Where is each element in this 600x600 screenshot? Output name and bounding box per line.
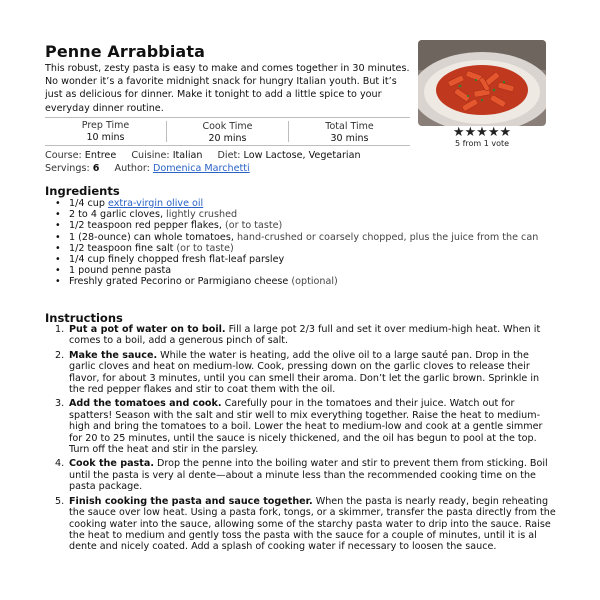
diet-label: Diet: <box>217 150 241 161</box>
cook-time-label: Cook Time <box>202 121 253 132</box>
total-time-label: Total Time <box>325 121 374 132</box>
ingredient-item: • 2 to 4 garlic cloves, lightly crushed <box>55 209 555 220</box>
ingredient-item: • Freshly grated Pecorino or Parmigiano cheese (optional) <box>55 276 555 287</box>
ingredient-item: • 1/2 teaspoon red pepper flakes, (or to taste) <box>55 220 555 231</box>
servings-label: Servings: <box>45 162 90 174</box>
cook-time <box>166 121 288 142</box>
instruction-step: 4. Cook the pasta. Drop the penne into the boiling water and stir to prevent them from sticking. Boil until the pasta is very al dente—about a minute less than the recommended cooking time on the pasta package. <box>55 458 548 493</box>
meta-line-1 <box>45 150 425 163</box>
ingredient-item: • 1/4 cup finely chopped fresh flat-leaf parsley <box>55 254 555 265</box>
cuisine-value: Italian <box>172 150 203 161</box>
star-rating-icon[interactable]: ★★★★★ <box>452 125 512 140</box>
pasta-photo-image <box>418 40 546 126</box>
ingredients-heading: Ingredients <box>45 184 120 198</box>
vote-count: 5 from 1 vote <box>454 139 510 148</box>
author-label: Author: <box>114 162 150 174</box>
instruction-step: 5. Finish cooking the pasta and sauce together. When the pasta is nearly ready, begin reheating the sauce over low heat. Using a pasta fork, tongs, or a skimmer, transfer the pasta directly from the cooking water into the sauce, allowing some of the starchy pasta water to drip into the sauce. Raise the heat to medium and gently toss the pasta with the sauce for a couple of minutes, until it is al dente and nicely coated. Add a splash of cooking water if necessary to loosen the sauce. <box>55 495 556 553</box>
ingredient-item: • 1/4 cup extra-virgin olive oil <box>55 198 555 209</box>
total-time <box>288 121 410 142</box>
course-value: Entree <box>84 150 117 161</box>
total-time-value: 30 mins <box>330 133 369 144</box>
cuisine-label: Cuisine: <box>131 150 170 161</box>
instructions-heading: Instructions <box>45 311 123 325</box>
cook-time-value: 20 mins <box>208 133 247 144</box>
author-link[interactable]: Domenica Marchetti <box>152 162 250 174</box>
instruction-step: 1. Put a pot of water on to boil. Fill a large pot 2/3 full and set it over medium-high heat. When it comes to a boil, add a generous pinch of salt. <box>55 324 541 347</box>
time-summary <box>45 117 410 146</box>
meta-line-2 <box>45 163 425 176</box>
rating-block <box>418 126 546 148</box>
instruction-step: 2. Make the sauce. While the water is heating, add the olive oil to a large sauté pan. Drop in the garlic cloves and heat on medium-low. Cook, pressing down on the garlic cloves to release their flavor, for about 3 minutes, until you can smell their aroma. Don’t let the garlic brown. Sprinkle in the red pepper flakes and stir to coat them with the oil. <box>55 349 540 396</box>
instruction-step: 3. Add the tomatoes and cook. Carefully pour in the tomatoes and their juice. Watch out for spatters! Season with the salt and stir well to mix everything together. Raise the heat to medium-high and bring the tomatoes to a boil. Lower the heat to medium-low and cook at a gentle simmer for 20 to 25 minutes, until the sauce is nicely thickened, and the oil has begun to pool at the top. Turn off the heat and stir in the parsley. <box>55 398 543 456</box>
course-label: Course: <box>45 150 82 161</box>
instructions-list <box>45 324 557 556</box>
ingredients-list <box>55 198 555 288</box>
servings-value: 6 <box>92 162 100 174</box>
ingredient-item: • 1 pound penne pasta <box>55 265 555 276</box>
prep-time <box>45 118 166 145</box>
diet-value: Low Lactose, Vegetarian <box>243 150 361 161</box>
recipe-photo <box>418 40 546 126</box>
prep-time-label: Prep Time <box>81 120 130 131</box>
ingredient-item: • 1 (28-ounce) can whole tomatoes, hand-crushed or coarsely chopped, plus the juice from the can <box>55 232 555 243</box>
recipe-meta <box>45 150 425 175</box>
olive-oil-link[interactable]: extra-virgin olive oil <box>107 198 204 209</box>
ingredient-item: • 1/2 teaspoon fine salt (or to taste) <box>55 243 555 254</box>
prep-time-value: 10 mins <box>86 132 125 143</box>
recipe-title: Penne Arrabbiata <box>45 42 205 61</box>
recipe-intro: This robust, zesty pasta is easy to make and comes together in 30 minutes. No wonder it’s a favorite midnight snack for hungry Italian youth. But it’s just as delicious for dinner. Make it tonight to add a little spice to your everyday dinner routine. <box>45 63 410 114</box>
